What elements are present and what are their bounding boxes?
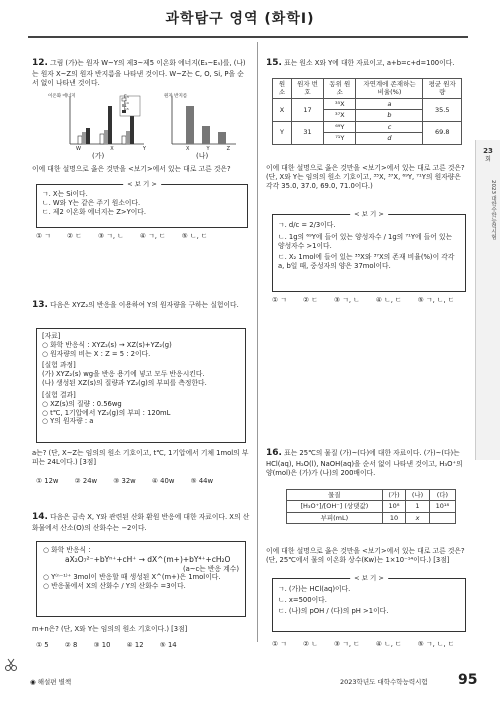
section-heading: [실험 과정] xyxy=(42,361,76,370)
radius-bar-x xyxy=(186,106,194,144)
choice-1[interactable]: ① ㄱ xyxy=(272,296,287,304)
choice-5[interactable]: ⑤ 14 xyxy=(159,641,177,649)
reaction-fact: ○ 반응물에서 X의 산화수 / Y의 산화수 =3이다. xyxy=(43,582,186,591)
reaction-box xyxy=(36,541,246,617)
table-cell: ⁶⁹Y xyxy=(324,121,356,132)
bogi-item: ㄱ. d/c = 2/3이다. xyxy=(278,221,336,229)
chart-ga-xticks xyxy=(76,146,146,153)
table-row xyxy=(273,121,462,132)
choice-4[interactable]: ④ ㄴ, ㄷ xyxy=(375,296,402,304)
table-cell: 31 xyxy=(291,121,323,144)
choice-1[interactable]: ① ㄱ xyxy=(36,232,51,240)
table-cell: ³⁷X xyxy=(324,110,356,121)
scissors-icon xyxy=(4,658,18,672)
table-cell: c xyxy=(356,121,423,132)
table-cell: d xyxy=(356,133,423,144)
bogi-item: ㄷ. (나)의 pOH / (다)의 pH >1이다. xyxy=(278,606,389,615)
radius-bar-z xyxy=(218,132,226,144)
reaction-note: (a~c는 반응 계수) xyxy=(182,564,239,573)
choice-3[interactable]: ③ ㄱ, ㄴ xyxy=(98,232,124,240)
table-cell: 10 xyxy=(382,512,406,523)
bogi-item: ㄷ. 제2 이온화 에너지는 Z>Y이다. xyxy=(42,207,147,216)
question-number: 12. xyxy=(32,58,48,68)
bogi-box xyxy=(36,180,248,228)
table-header: (가) xyxy=(382,490,406,501)
radius-bar-y xyxy=(202,126,210,144)
reaction-equation: aX₂O₇²⁻+bYⁿ⁺+cH⁺ → dX^(m+)+bY⁴⁺+cH₂O xyxy=(65,554,231,564)
choice-2[interactable]: ② 8 xyxy=(64,641,78,649)
bogi-item: ㄱ. (가)는 HCl(aq)이다. xyxy=(278,585,351,593)
legend-e3: E₃ xyxy=(124,95,129,100)
choice-2[interactable]: ② ㄷ xyxy=(303,296,318,304)
bogi-item: ㄷ. X₂ 1mol에 들어 있는 ³⁵X와 ³⁷X의 존재 비율(%)이 각각 a, b일 때, 중성자의 양은 37mol이다. xyxy=(278,253,455,271)
data-item: ○ 화학 반응식 : XYZ₂(s) → XZ(s)+YZ₂(g) xyxy=(42,340,172,349)
result-item: ○ t℃, 1기압에서 YZ₂(g)의 부피 : 120mL xyxy=(42,408,171,417)
table-header: 자연계에 존재하는 비율(%) xyxy=(356,79,423,99)
question-text: 다음은 XYZ₂의 반응을 이용하여 Y의 원자량을 구하는 실험이다. xyxy=(50,301,239,309)
question-text: 그림 (가)는 원자 W~Y의 제3~제5 이온화 에너지(E₃~E₅)를, (나)는 원자 X~Z의 원자 반지름을 나타낸 것이다. W~Z는 C, O, Si, P을 순서 없이 나타낸 것이다. xyxy=(32,59,246,87)
table-cell: b xyxy=(356,110,423,121)
procedure-item: (가) XYZ₂(s) wg을 반응 용기에 넣고 모두 반응시킨다. xyxy=(42,370,205,379)
table-header: (다) xyxy=(429,490,455,501)
procedure-item: (나) 생성된 XZ(s)의 질량과 YZ₂(g)의 부피를 측정한다. xyxy=(42,379,207,388)
table-header: 원소 xyxy=(273,79,292,99)
table-cell: a xyxy=(356,98,423,109)
table-header: (나) xyxy=(406,490,430,501)
choice-3[interactable]: ③ 10 xyxy=(93,641,111,649)
data-item: ○ 원자량의 비는 X : Z = 5 : 2이다. xyxy=(42,349,151,358)
table-header: 동위 원소 xyxy=(324,79,356,99)
chart-na-label: (나) xyxy=(196,152,209,160)
question-number: 15. xyxy=(266,58,282,68)
table-cell: 35.5 xyxy=(423,98,462,121)
table-cell xyxy=(429,512,455,523)
table-cell: 1 xyxy=(406,501,430,512)
choice-4[interactable]: ④ ㄱ, ㄷ xyxy=(139,232,166,240)
question-number: 16. xyxy=(266,448,282,458)
bogi-label: < 보 기 > xyxy=(350,210,388,218)
question-text: 표는 원소 X와 Y에 대한 자료이고, a+b=c+d=100이다. xyxy=(284,59,455,67)
xtick: X xyxy=(110,146,114,152)
choice-1[interactable]: ① ㄱ xyxy=(272,640,287,648)
reaction-fact: ○ Y⁽ⁿ⁻¹⁾⁺ 3mol이 반응할 때 생성된 X^(m+)은 1mol이다. xyxy=(43,573,221,582)
question-14 xyxy=(32,512,252,533)
question-16 xyxy=(266,448,466,477)
question-prompt: m+n은? (단, X와 Y는 임의의 원소 기호이다.) [3점] xyxy=(32,625,188,633)
bogi-label: < 보 기 > xyxy=(123,180,161,188)
bogi-box xyxy=(272,574,466,632)
xtick: X xyxy=(186,146,190,152)
question-number: 13. xyxy=(32,300,48,310)
answer-choices xyxy=(36,232,222,241)
question-prompt: 이에 대한 설명으로 옳은 것만을 <보기>에서 있는 대로 고른 것은? (단, X와 Y는 임의의 원소 기호이고, ³⁵X, ³⁷X, ⁶⁹Y, ⁷¹Y의 원자량은 각각 35.0, 37.0, 69.0, 71.0이다.) xyxy=(266,164,465,190)
page-title: 과학탐구 영역 (화학Ⅰ) xyxy=(165,11,315,27)
reaction-label: ○ 화학 반응식 : xyxy=(43,546,91,554)
question-prompt: a는? (단, X~Z는 임의의 원소 기호이고, t℃, 1기압에서 기체 1mol의 부피는 24L이다.) [3점] xyxy=(32,449,249,466)
table-cell: [H₃O⁺]/[OH⁻] (상댓값) xyxy=(287,501,383,512)
answer-choices xyxy=(272,640,468,649)
bogi-label: < 보 기 > xyxy=(350,574,388,582)
table-header-row xyxy=(287,490,456,501)
choice-4[interactable]: ④ 12 xyxy=(126,641,144,649)
result-item: ○ Y의 원자량 : a xyxy=(42,417,94,426)
section-heading: [실험 결과] xyxy=(42,390,76,399)
table-row xyxy=(287,512,456,523)
choice-1[interactable]: ① 12w xyxy=(36,477,59,485)
choice-2[interactable]: ② 24w xyxy=(74,477,98,485)
side-tab-num: 23 xyxy=(483,147,493,155)
table-cell: 10¹⁸ xyxy=(429,501,455,512)
isotope-table xyxy=(272,78,462,145)
xtick: W xyxy=(76,146,81,152)
section-heading: [자료] xyxy=(42,332,61,340)
atomic-radius-chart xyxy=(160,92,240,154)
choice-5[interactable]: ⑤ 44w xyxy=(190,477,214,485)
ionization-energy-chart xyxy=(58,92,148,154)
side-tab-number xyxy=(478,147,498,164)
xtick: Y xyxy=(142,146,146,152)
footer-exam: 2023학년도 대학수학능력시험 xyxy=(340,678,428,686)
choice-5[interactable]: ⑤ ㄱ, ㄴ, ㄷ xyxy=(417,640,455,648)
chart-na-ylabel: 원자 반지름 xyxy=(164,94,188,99)
experiment-box xyxy=(36,328,246,443)
choice-1[interactable]: ① 5 xyxy=(36,641,49,649)
question-13 xyxy=(32,300,252,312)
choice-4[interactable]: ④ ㄴ, ㄷ xyxy=(375,640,402,648)
bogi-item: ㄱ. X는 Si이다. xyxy=(42,190,88,198)
bogi-box xyxy=(272,210,466,292)
xtick: Z xyxy=(226,146,230,152)
question-15 xyxy=(266,58,466,70)
choice-2[interactable]: ② ㄴ xyxy=(303,640,318,648)
column-divider xyxy=(257,42,258,642)
side-tab-text: 2023 대학수학능력시험 xyxy=(490,180,496,240)
bogi-item: ㄴ. 1g의 ⁶⁹Y에 들어 있는 양성자수 / 1g의 ⁷¹Y에 들어 있는 양성자수 >1이다. xyxy=(278,232,453,250)
bogi-item: ㄴ. x=500이다. xyxy=(278,595,327,604)
solution-table xyxy=(286,489,456,524)
table-cell: X xyxy=(273,98,292,121)
answer-choices xyxy=(36,477,227,486)
table-header: 물질 xyxy=(287,490,383,501)
choice-2[interactable]: ② ㄷ xyxy=(67,232,82,240)
table-cell: 17 xyxy=(291,98,323,121)
chart-ga-label: (가) xyxy=(92,152,105,160)
footer-brand: ◉ 해설편 별책 xyxy=(30,678,72,686)
table-cell: 10⁸ xyxy=(382,501,406,512)
page-number: 95 xyxy=(458,672,478,688)
table-header: 평균 원자량 xyxy=(423,79,462,99)
bogi-item: ㄴ. W와 Y는 같은 주기 원소이다. xyxy=(42,198,141,207)
choice-4[interactable]: ④ 40w xyxy=(151,477,175,485)
legend-e4: E₄ xyxy=(124,101,129,106)
question-text: 표는 25℃의 물질 (가)~(다)에 대한 자료이다. (가)~(다)는 HCl(aq), H₂O(l), NaOH(aq)을 순서 없이 나타낸 것이고, H₃O⁺의 양(mol)은 (가)가 (나)의 200배이다. xyxy=(266,449,463,477)
choice-5[interactable]: ⑤ ㄴ, ㄷ xyxy=(181,232,208,240)
table-cell: x xyxy=(406,512,430,523)
answer-choices xyxy=(36,641,191,650)
choice-3[interactable]: ③ ㄱ, ㄴ xyxy=(334,296,360,304)
table-header: 원자 번호 xyxy=(291,79,323,99)
table-cell: ³⁵X xyxy=(324,98,356,109)
choice-3[interactable]: ③ ㄱ, ㄷ xyxy=(334,640,360,648)
table-cell: ⁷¹Y xyxy=(324,133,356,144)
question-text: 다음은 금속 X, Y와 관련된 산화 환원 반응에 대한 자료이다. X의 산화물에서 산소(O)의 산화수는 −2이다. xyxy=(32,513,250,532)
chart-legend xyxy=(124,95,129,113)
table-cell: Y xyxy=(273,121,292,144)
question-prompt: 이에 대한 설명으로 옳은 것만을 <보기>에서 있는 대로 고른 것은? (단, 25℃에서 물의 이온화 상수(Kw)는 1×10⁻¹⁴이다.) [3점] xyxy=(266,547,465,564)
table-row xyxy=(287,501,456,512)
header-rule xyxy=(28,36,468,38)
question-12 xyxy=(32,58,250,87)
table-cell: 69.8 xyxy=(423,121,462,144)
choice-5[interactable]: ⑤ ㄱ, ㄴ, ㄷ xyxy=(417,296,455,304)
table-header-row xyxy=(273,79,462,99)
result-item: ○ XZ(s)의 질량 : 0.56wg xyxy=(42,399,122,408)
table-cell: 부피(mL) xyxy=(287,512,383,523)
choice-3[interactable]: ③ 32w xyxy=(113,477,136,485)
xtick: Y xyxy=(206,146,210,152)
question-prompt: 이에 대한 설명으로 옳은 것만을 <보기>에서 있는 대로 고른 것은? xyxy=(32,165,231,173)
question-number: 14. xyxy=(32,512,48,522)
side-tab-unit: 회 xyxy=(485,156,491,164)
legend-e5: E₅ xyxy=(124,107,129,112)
answer-choices xyxy=(272,296,468,305)
chart-ga-ylabel: 이온화 에너지 xyxy=(48,94,76,99)
table-row xyxy=(273,98,462,109)
